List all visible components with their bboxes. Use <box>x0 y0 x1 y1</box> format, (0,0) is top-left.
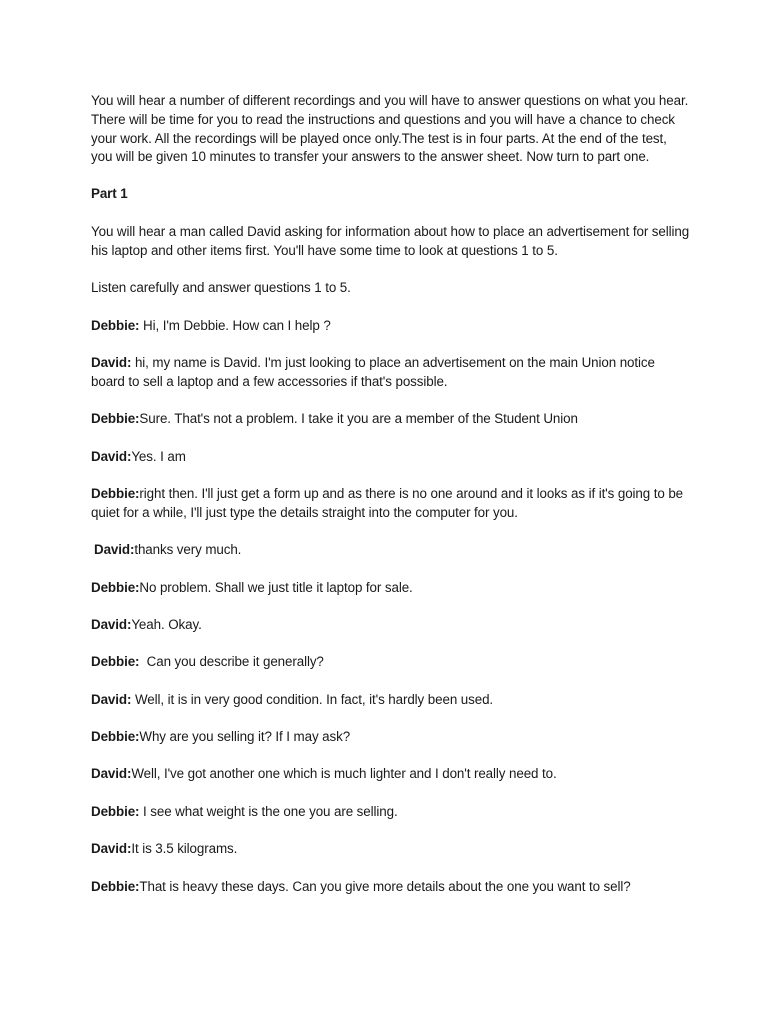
dialogue-text: Well, I've got another one which is much lighter and I don't really need to. <box>131 766 557 782</box>
dialogue-text: Yeah. Okay. <box>131 616 202 632</box>
dialogue-line <box>91 765 691 784</box>
intro-paragraph: You will hear a number of different recordings and you will have to answer questions on what you hear. There will be time for you to read the instructions and questions and you will have a chance to check your work. All the recordings will be played once only.The test is in four parts. At the end of the test, you will be given 10 minutes to transfer your answers to the answer sheet. Now turn to part one. <box>91 93 689 165</box>
speaker-name: Debbie: <box>91 729 140 745</box>
document-page <box>91 92 691 915</box>
dialogue-text: Why are you selling it? If I may ask? <box>139 729 351 745</box>
dialogue-line <box>91 354 691 392</box>
speaker-name: Debbie: <box>91 803 140 819</box>
dialogue-text: hi, my name is David. I'm just looking to place an advertisement on the main Union notice board to sell a laptop and a few accessories if that's possible. <box>91 354 655 389</box>
speaker-name: Debbie: <box>91 485 140 501</box>
speaker-name: Debbie: <box>91 878 140 894</box>
dialogue-line <box>91 485 691 523</box>
dialogue-text: thanks very much. <box>134 542 242 558</box>
dialogue-text: right then. I'll just get a form up and as there is no one around and it looks as if it's going to be quiet for a while, I'll just type the details straight into the computer for you. <box>91 485 684 520</box>
part-description: You will hear a man called David asking for information about how to place an advertisement for selling his laptop and other items first. You'll have some time to look at questions 1 to 5. <box>91 223 690 258</box>
dialogue-line <box>91 579 691 598</box>
dialogue-line <box>91 541 691 560</box>
dialogue-line <box>91 691 691 710</box>
dialogue-line <box>91 728 691 747</box>
dialogue-text: Hi, I'm Debbie. How can I help ? <box>139 317 331 333</box>
listening-instruction: Listen carefully and answer questions 1 to 5. <box>91 280 351 296</box>
speaker-name: David: <box>91 691 132 707</box>
dialogue-text: I see what weight is the one you are selling. <box>139 803 398 819</box>
dialogue-line <box>91 840 691 859</box>
speaker-name: David: <box>91 616 132 632</box>
dialogue-line <box>91 878 691 897</box>
dialogue-line <box>91 616 691 635</box>
dialogue-text: Sure. That's not a problem. I take it you are a member of the Student Union <box>139 411 578 427</box>
speaker-name: David: <box>94 542 135 558</box>
speaker-name: Debbie: <box>91 579 140 595</box>
dialogue-text: That is heavy these days. Can you give more details about the one you want to sell? <box>139 878 631 894</box>
speaker-name: David: <box>91 841 132 857</box>
dialogue-line <box>91 803 691 822</box>
speaker-name: Debbie: <box>91 317 140 333</box>
dialogue-text: Can you describe it generally? <box>139 654 324 670</box>
dialogue-text: Yes. I am <box>131 448 186 464</box>
dialogue-text: Well, it is in very good condition. In fact, it's hardly been used. <box>131 691 494 707</box>
speaker-name: David: <box>91 354 132 370</box>
dialogue-line <box>91 653 691 672</box>
speaker-name: David: <box>91 766 132 782</box>
speaker-name: Debbie: <box>91 654 140 670</box>
dialogue-line <box>91 448 691 467</box>
part-heading: Part 1 <box>91 186 128 202</box>
dialogue-line <box>91 317 691 336</box>
speaker-name: David: <box>91 448 132 464</box>
dialogue-line <box>91 410 691 429</box>
dialogue-text: It is 3.5 kilograms. <box>131 841 238 857</box>
dialogue-text: No problem. Shall we just title it laptop for sale. <box>139 579 413 595</box>
speaker-name: Debbie: <box>91 411 140 427</box>
